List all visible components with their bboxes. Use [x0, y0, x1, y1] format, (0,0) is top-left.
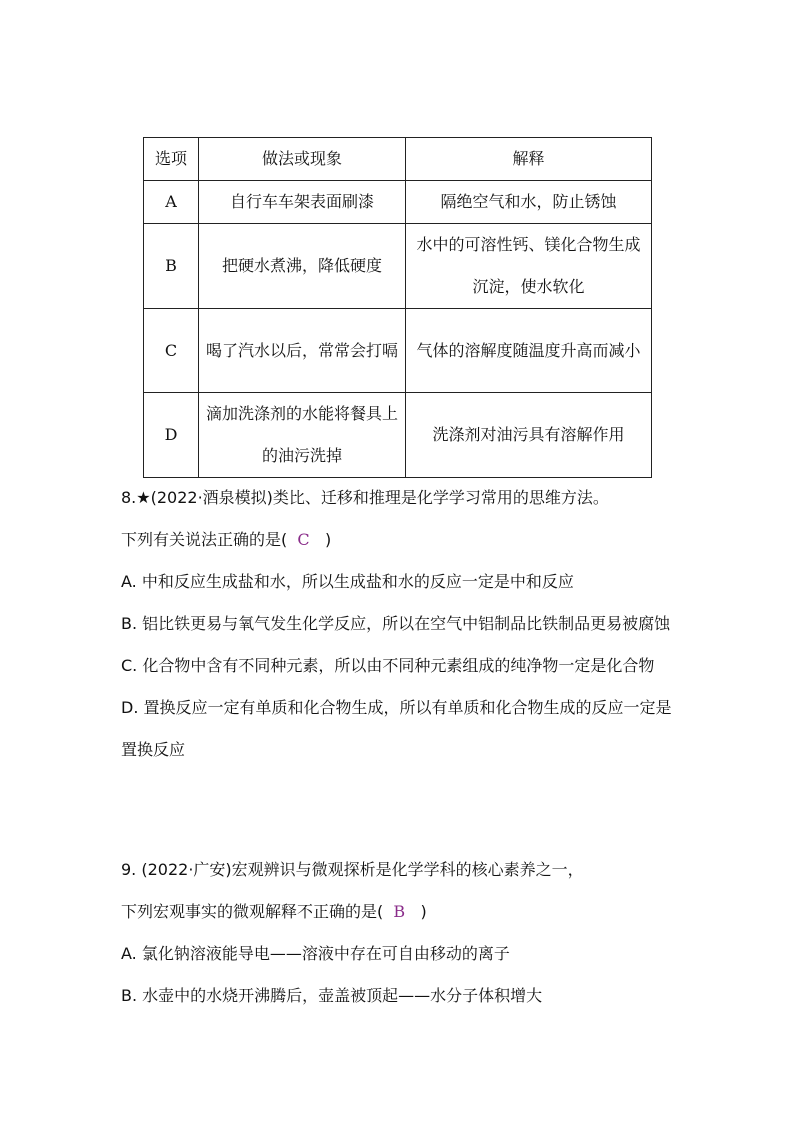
row-action: 喝了汽水以后，常常会打嗝: [199, 309, 406, 393]
comparison-table: [143, 137, 652, 478]
row-option: C: [144, 309, 199, 393]
header-option: 选项: [144, 138, 199, 181]
q8-option-a: A. 中和反应生成盐和水，所以生成盐和水的反应一定是中和反应: [121, 572, 574, 591]
row-explanation: 水中的可溶性钙、镁化合物生成沉淀，使水软化: [406, 224, 652, 309]
header-explanation: 解释: [406, 138, 652, 181]
table-row: [144, 393, 652, 478]
table-header-row: [144, 138, 652, 181]
row-action: 把硬水煮沸，降低硬度: [199, 224, 406, 309]
q9-stem-prefix: 下列宏观事实的微观解释不正确的是(: [121, 902, 384, 921]
q8-stem-line1: 8.★(2022·酒泉模拟)类比、迁移和推理是化学学习常用的思维方法。: [121, 488, 609, 507]
q8-stem-suffix: ): [324, 530, 332, 549]
header-action: 做法或现象: [199, 138, 406, 181]
q9-stem-line1: 9. (2022·广安)宏观辨识与微观探析是化学学科的核心素养之一，: [121, 860, 584, 879]
row-action: 滴加洗涤剂的水能将餐具上的油污洗掉: [199, 393, 406, 478]
table-row: [144, 309, 652, 393]
q9-stem-line2: [121, 891, 681, 933]
table-row: [144, 181, 652, 224]
q8-option-c: C. 化合物中含有不同种元素，所以由不同种元素组成的纯净物一定是化合物: [121, 656, 655, 675]
q8-option-b: B. 铝比铁更易与氧气发生化学反应，所以在空气中铝制品比铁制品更易被腐蚀: [121, 614, 671, 633]
q9-option-a: A. 氯化钠溶液能导电——溶液中存在可自由移动的离子: [121, 944, 510, 963]
row-action: 自行车车架表面刷漆: [199, 181, 406, 224]
question-8: [121, 477, 681, 771]
q9-option-b: B. 水壶中的水烧开沸腾后，壶盖被顶起——水分子体积增大: [121, 986, 543, 1005]
row-explanation: 隔绝空气和水，防止锈蚀: [406, 181, 652, 224]
row-option: A: [144, 181, 199, 224]
row-explanation: 气体的溶解度随温度升高而减小: [406, 309, 652, 393]
q8-option-d: D. 置换反应一定有单质和化合物生成，所以有单质和化合物生成的反应一定是置换反应: [121, 698, 672, 759]
q9-stem-suffix: ): [420, 902, 427, 921]
q9-answer: B: [393, 902, 406, 921]
q8-answer: C: [297, 530, 310, 549]
row-option: B: [144, 224, 199, 309]
row-explanation: 洗涤剂对油污具有溶解作用: [406, 393, 652, 478]
table-row: [144, 224, 652, 309]
row-option: D: [144, 393, 199, 478]
question-9: [121, 849, 681, 1017]
q8-stem-line2: [121, 519, 681, 561]
q8-stem-prefix: 下列有关说法正确的是(: [121, 530, 288, 549]
